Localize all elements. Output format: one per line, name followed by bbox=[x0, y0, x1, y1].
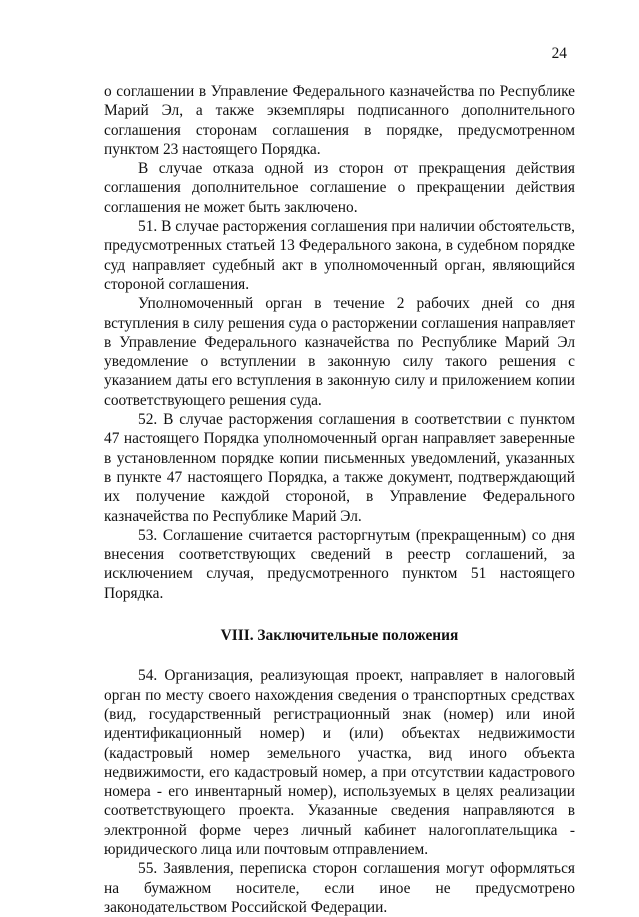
paragraph-clause-53: 53. Соглашение считается расторгнутым (прекращенным) со дня внесения соответствующих сведений в реестр соглашений, за исключением случая, предусмотренного пунктом 51 настоящего Порядка. bbox=[104, 526, 575, 602]
page-number: 24 bbox=[551, 45, 567, 62]
paragraph-clause-52: 52. В случае расторжения соглашения в соответствии с пунктом 47 настоящего Порядка уполномоченный орган направляет заверенные в установленном порядке копии письменных уведомлений, указанных в пункте 47 настоящего Порядка, а также документ, подтверждающий их получение каждой стороной, в Управление Федерального казначейства по Республике Марий Эл. bbox=[104, 411, 575, 525]
paragraph-clause-51: 51. В случае расторжения соглашения при наличии обстоятельств, предусмотренных статьей 13 Федерального закона, в судебном порядке суд направляет судебный акт в уполномоченный орган, являющийся стороной соглашения. bbox=[104, 218, 575, 293]
document-body bbox=[104, 82, 575, 917]
paragraph-continuation: о соглашении в Управление Федерального казначейства по Республике Марий Эл, а также экземпляры подписанного дополнительного соглашения сторонам соглашения в порядке, предусмотренном пунктом 23 настоящего Порядка. bbox=[104, 83, 575, 158]
paragraph-clause-54: 54. Организация, реализующая проект, направляет в налоговый орган по месту своего нахождения сведения о транспортных средствах (вид, государственный регистрационный знак (номер) или иной идентификационный номер) и (или) объектах недвижимости (кадастровый номер земельного участка, вид иного объекта недвижимости, его кадастровый номер, а при отсутствии кадастрового номера - его инвентарный номер), используемых в целях реализации соответствующего проекта. Указанные сведения направляются в электронной форме через личный кабинет налогоплательщика - юридического лица или почтовым отправлением. bbox=[104, 667, 575, 858]
section-heading: VIII. Заключительные положения bbox=[220, 627, 459, 645]
paragraph-clause-55: 55. Заявления, переписка сторон соглашения могут оформляться на бумажном носителе, если иное не предусмотрено законодательством Российской Федерации. bbox=[104, 860, 575, 916]
paragraph-clause-51-notice: Уполномоченный орган в течение 2 рабочих дней со дня вступления в силу решения суда о расторжении соглашения направляет в Управление Федерального казначейства по Республике Марий Эл уведомление о вступлении в законную силу такого решения с указанием даты его вступления в законную силу и приложением копии соответствующего решения суда. bbox=[104, 295, 575, 409]
paragraph-refusal-clause: В случае отказа одной из сторон от прекращения действия соглашения дополнительное соглашение о прекращении действия соглашения не может быть заключено. bbox=[104, 160, 575, 216]
